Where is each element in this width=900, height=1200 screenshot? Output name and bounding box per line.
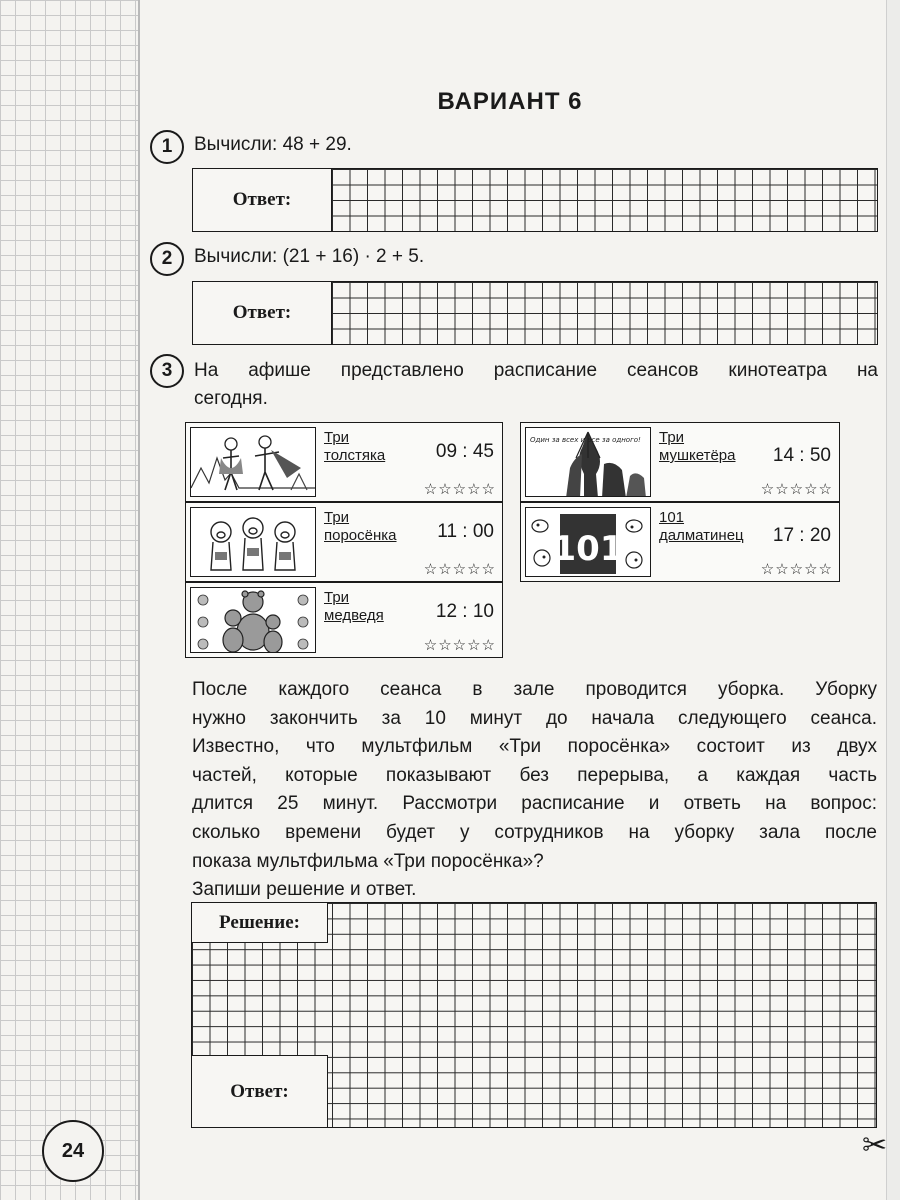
star-outline-icon: ☆☆☆☆☆ [423,561,496,578]
task-number-1: 1 [150,130,184,164]
answer-box-2[interactable] [192,281,878,345]
poster-101-dalmatians [520,502,840,582]
session-time: 17 : 20 [772,525,831,546]
paragraph-line: частей, которые показывают без перерыва, а каждая часть [192,764,877,786]
paragraph-line: Известно, что мультфильм «Три поросёнка» состоит из двух [192,736,877,758]
movie-title: Три медведя [324,589,384,624]
task-number-3: 3 [150,354,184,388]
margin-grid [0,0,138,1200]
answer-label-1: Ответ: [232,189,292,210]
poster-image-three-bears [190,587,316,653]
task-3-text-line2: сегодня. [194,388,268,409]
solution-answer-label: Ответ: [192,1055,328,1127]
star-outline-icon: ☆☆☆☆☆ [423,481,496,498]
paragraph-line: После каждого сеанса в зале проводится уборка. Уборку [192,679,877,700]
movie-title: Три толстяка [324,429,386,464]
poster-image-three-musketeers [525,427,651,497]
session-time: 11 : 00 [437,521,494,542]
session-time: 09 : 45 [435,441,494,462]
task-number-2: 2 [150,242,184,276]
task-2-text: Вычисли: (21 + 16) · 2 + 5. [194,246,425,267]
answer-label-2: Ответ: [232,302,292,323]
paragraph-line: нужно закончить за 10 минут до начала следующего сеанса. [192,707,877,729]
paragraph-line: длится 25 минут. Рассмотри расписание и ответь на вопрос: [192,793,877,815]
poster-three-bears [185,582,503,658]
poster-number: 101 [552,529,624,569]
movie-title: Три поросёнка [324,509,397,544]
poster-image-101-dalmatians [525,507,651,577]
solution-label: Решение: [192,903,328,943]
poster-image-three-fat-men [190,427,316,497]
page-title: ВАРИАНТ 6 [437,88,583,115]
movie-title: 101 далматинец [659,509,744,544]
paragraph-line: Запиши решение и ответ. [192,879,417,901]
answer-grid-1[interactable] [331,169,877,231]
solution-box[interactable] [191,902,877,1128]
movie-title: Три мушкетёра [659,429,736,464]
poster-three-fat-men [185,422,503,502]
session-time: 12 : 10 [435,601,494,622]
poster-three-piglets [185,502,503,582]
session-time: 14 : 50 [772,445,831,466]
answer-box-1[interactable] [192,168,878,232]
paragraph-line: сколько времени будет у сотрудников на уборку зала после [192,821,877,843]
poster-three-musketeers [520,422,840,502]
task-3-text-line1: На афише представлено расписание сеансов кинотеатра на [194,360,878,381]
task-1-text: Вычисли: 48 + 29. [194,134,352,155]
margin-line [138,0,140,1200]
poster-slogan: Один за всех и все за одного! [530,436,641,444]
star-outline-icon: ☆☆☆☆☆ [760,561,833,578]
poster-image-three-piglets [190,507,316,577]
paragraph-line: показа мультфильма «Три поросёнка»? [192,850,544,872]
page-edge [886,0,900,1200]
page-number: 24 [42,1120,104,1182]
star-outline-icon: ☆☆☆☆☆ [760,481,833,498]
scissors-icon: ✂ [862,1129,888,1162]
answer-grid-2[interactable] [331,282,877,344]
star-outline-icon: ☆☆☆☆☆ [423,637,496,654]
task-3-description [192,676,877,905]
